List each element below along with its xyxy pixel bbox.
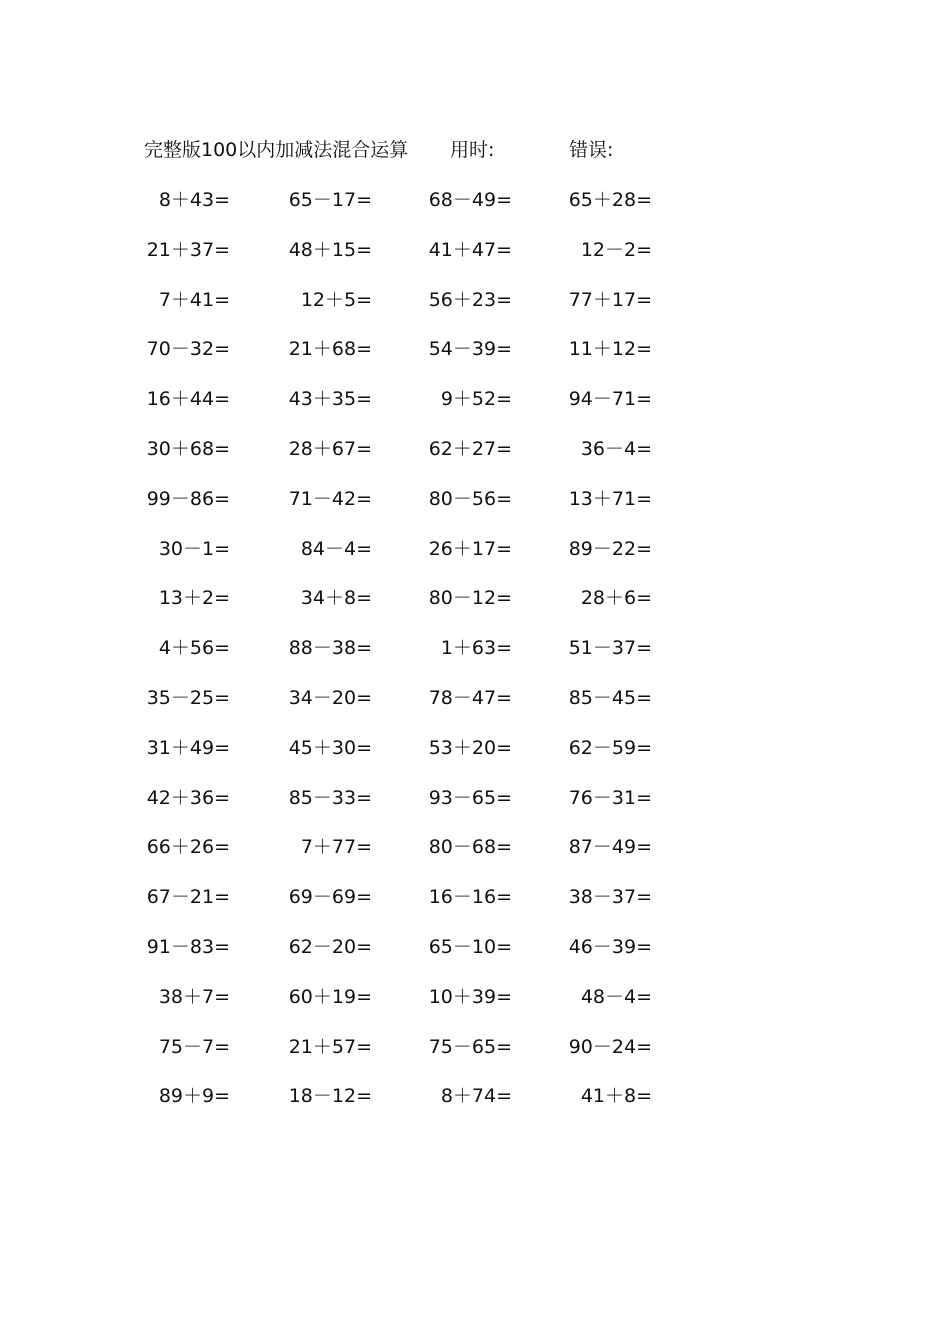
math-problem: 9＋52=: [440, 388, 512, 411]
math-problem: 89＋9=: [158, 1085, 230, 1108]
math-problem: 88－38=: [288, 637, 372, 660]
math-problem: 75－7=: [158, 1035, 230, 1058]
math-problem: 67－21=: [146, 886, 230, 909]
math-problem: 30－1=: [158, 537, 230, 560]
math-problem: 4＋56=: [158, 637, 230, 660]
math-problem: 13＋2=: [158, 587, 230, 610]
problem-row: [0, 286, 950, 336]
math-problem: 21＋37=: [146, 238, 230, 261]
math-problem: 31＋49=: [146, 736, 230, 759]
math-problem: 35－25=: [146, 686, 230, 709]
math-problem: 56＋23=: [428, 288, 512, 311]
problem-grid: [0, 186, 950, 1132]
math-problem: 78－47=: [428, 686, 512, 709]
math-problem: 28＋6=: [580, 587, 652, 610]
problem-row: [0, 684, 950, 734]
math-problem: 80－12=: [428, 587, 512, 610]
problem-row: [0, 983, 950, 1033]
math-problem: 36－4=: [580, 437, 652, 460]
math-problem: 89－22=: [568, 537, 652, 560]
math-problem: 51－37=: [568, 637, 652, 660]
worksheet-header: [144, 136, 844, 164]
problem-row: [0, 236, 950, 286]
problem-row: [0, 734, 950, 784]
math-problem: 60＋19=: [288, 985, 372, 1008]
math-problem: 87－49=: [568, 836, 652, 859]
problem-row: [0, 933, 950, 983]
math-problem: 38＋7=: [158, 985, 230, 1008]
math-problem: 13＋71=: [568, 487, 652, 510]
math-problem: 75－65=: [428, 1035, 512, 1058]
math-problem: 12－2=: [580, 238, 652, 261]
math-problem: 12＋5=: [300, 288, 372, 311]
math-problem: 38－37=: [568, 886, 652, 909]
math-problem: 34＋8=: [300, 587, 372, 610]
problem-row: [0, 535, 950, 585]
math-problem: 76－31=: [568, 786, 652, 809]
math-problem: 41＋8=: [580, 1085, 652, 1108]
math-problem: 45＋30=: [288, 736, 372, 759]
math-problem: 18－12=: [288, 1085, 372, 1108]
math-problem: 65＋28=: [568, 189, 652, 211]
math-problem: 69－69=: [288, 886, 372, 909]
math-problem: 8＋43=: [158, 189, 230, 211]
problem-row: [0, 335, 950, 385]
math-problem: 7＋41=: [158, 288, 230, 311]
math-problem: 62＋27=: [428, 437, 512, 460]
math-problem: 48－4=: [580, 985, 652, 1008]
math-problem: 80－56=: [428, 487, 512, 510]
math-problem: 26＋17=: [428, 537, 512, 560]
math-problem: 16－16=: [428, 886, 512, 909]
math-problem: 46－39=: [568, 935, 652, 958]
math-problem: 41＋47=: [428, 238, 512, 261]
problem-row: [0, 186, 950, 236]
problem-row: [0, 784, 950, 834]
math-problem: 94－71=: [568, 388, 652, 411]
math-problem: 85－33=: [288, 786, 372, 809]
time-used-label: 用时:: [450, 139, 495, 161]
math-problem: 43＋35=: [288, 388, 372, 411]
problem-row: [0, 1033, 950, 1083]
math-problem: 11＋12=: [568, 338, 652, 361]
math-problem: 85－45=: [568, 686, 652, 709]
problem-row: [0, 1082, 950, 1132]
math-problem: 1＋63=: [440, 637, 512, 660]
math-problem: 93－65=: [428, 786, 512, 809]
problem-row: [0, 584, 950, 634]
math-problem: 66＋26=: [146, 836, 230, 859]
math-problem: 77＋17=: [568, 288, 652, 311]
math-problem: 70－32=: [146, 338, 230, 361]
math-problem: 48＋15=: [288, 238, 372, 261]
math-problem: 80－68=: [428, 836, 512, 859]
math-problem: 99－86=: [146, 487, 230, 510]
math-problem: 42＋36=: [146, 786, 230, 809]
worksheet-title: 完整版100以内加减法混合运算: [144, 139, 409, 161]
math-problem: 62－20=: [288, 935, 372, 958]
problem-row: [0, 634, 950, 684]
problem-row: [0, 833, 950, 883]
math-problem: 34－20=: [288, 686, 372, 709]
math-problem: 8＋74=: [440, 1085, 512, 1108]
math-problem: 84－4=: [300, 537, 372, 560]
math-problem: 90－24=: [568, 1035, 652, 1058]
math-problem: 54－39=: [428, 338, 512, 361]
math-problem: 68－49=: [428, 189, 512, 211]
math-problem: 65－17=: [288, 189, 372, 211]
math-problem: 16＋44=: [146, 388, 230, 411]
problem-row: [0, 435, 950, 485]
problem-row: [0, 485, 950, 535]
math-problem: 71－42=: [288, 487, 372, 510]
math-problem: 7＋77=: [300, 836, 372, 859]
math-problem: 65－10=: [428, 935, 512, 958]
math-problem: 10＋39=: [428, 985, 512, 1008]
math-problem: 91－83=: [146, 935, 230, 958]
math-problem: 53＋20=: [428, 736, 512, 759]
error-count-label: 错误:: [569, 139, 614, 161]
math-problem: 21＋68=: [288, 338, 372, 361]
problem-row: [0, 883, 950, 933]
math-problem: 62－59=: [568, 736, 652, 759]
math-problem: 28＋67=: [288, 437, 372, 460]
problem-row: [0, 385, 950, 435]
math-problem: 21＋57=: [288, 1035, 372, 1058]
math-problem: 30＋68=: [146, 437, 230, 460]
